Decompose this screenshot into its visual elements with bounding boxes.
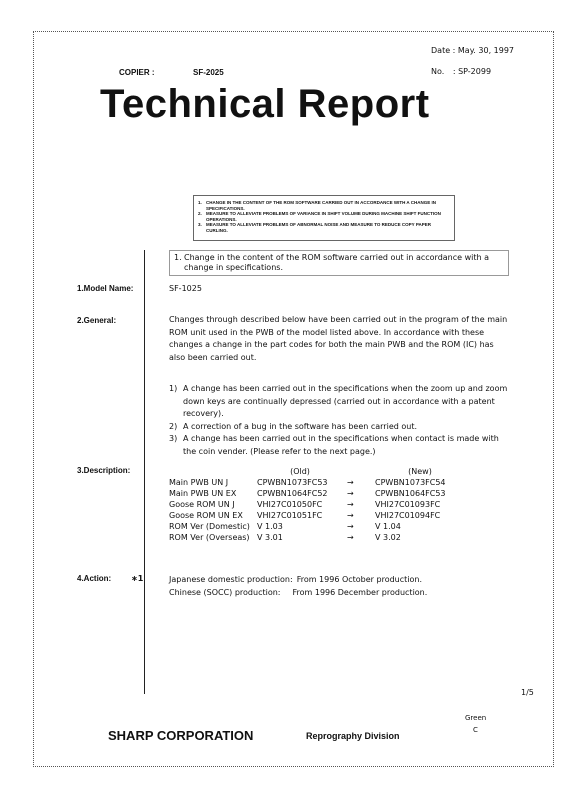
list-item: 2) A correction of a bug in the software has been carried out. [169,421,417,431]
table-row: Main PWB UN EX CPWBN1064FC52 → CPWBN1064FC53 [169,489,446,498]
table-row: Main PWB UN J CPWBN1073FC53 → CPWBN1073FC54 [169,478,446,487]
parts-table [167,466,467,543]
list-item: 1) A change has been carried out in the specifications when the zoom up and zoom down keys are continually depressed (carried out in accordance with a patent recovery). [169,384,508,418]
copier-label: COPIER : [119,68,155,77]
general-list [169,383,529,458]
subject-text: Change in the content of the ROM software carried out in accordance with a change in specifications. [184,253,490,272]
contents-item: 3. MEASURE TO ALLEVIATE PROBLEMS OF ABNORMAL NOISE AND MEASURE TO REDUCE COPY PAPER CURLING. [198,222,432,233]
section-divider [144,250,145,694]
model-name-label: 1.Model Name: [77,284,134,293]
contents-box [193,195,455,241]
table-row: Goose ROM UN J VHI27C01050FC → VHI27C01093FC [169,500,441,509]
action-label: 4.Action: [77,574,112,583]
stamp-line-2: C [473,726,478,734]
general-paragraph: Changes through described below have been carried out in the program of the main ROM unit used in the PWB of the model listed above. In accordance with these changes a change in the part codes for both the main PWB and the ROM (IC) has also been carried out. [169,315,508,362]
table-row: ROM Ver (Domestic) V 1.03 → V 1.04 [169,522,401,531]
description-label: 3.Description: [77,466,131,475]
general-label: 2.General: [77,316,117,325]
table-header-row [167,466,467,477]
contents-item: 1. CHANGE IN THE CONTENT OF THE ROM SOFTWARE CARRIED OUT IN ACCORDANCE WITH A CHANGE IN SPECIFICATIONS. [198,200,436,211]
old-header: (Old) [290,467,310,476]
number-value: : SP-2099 [452,67,492,76]
action-list [169,573,427,599]
list-item: Chinese (SOCC) production: From 1996 December production. [169,588,428,597]
list-item: 3) A change has been carried out in the specifications when contact is made with the coin vender. (Please refer to the next page.) [169,434,499,456]
stamp-line-1: Green [465,714,487,722]
new-header: (New) [408,467,432,476]
subject-number: 1. [174,253,182,262]
table-row: Goose ROM UN EX VHI27C01051FC → VHI27C01094FC [169,511,441,520]
page-number: 1/5 [521,688,534,697]
number-line [431,67,491,76]
date-line [431,46,514,55]
date-label: Date : [431,46,456,55]
contents-item: 2. MEASURE TO ALLEVIATE PROBLEMS OF VARIANCE IN SHIFT VOLUME DURING MACHINE SHIFT FUNCTION OPERATIONS. [198,211,441,222]
company-name: SHARP CORPORATION [108,728,254,743]
table-row: ROM Ver (Overseas) V 3.01 → V 3.02 [169,533,401,542]
number-label: No. [431,67,445,76]
date-value: May. 30, 1997 [457,46,515,55]
action-mark: ∗1 [131,574,144,583]
model-name-value: SF-1025 [169,284,202,293]
copier-model: SF-2025 [193,68,224,77]
subject-box [169,250,509,276]
division-name: Reprography Division [306,731,400,741]
list-item: Japanese domestic production: From 1996 October production. [169,575,423,584]
page-title: Technical Report [100,82,430,126]
